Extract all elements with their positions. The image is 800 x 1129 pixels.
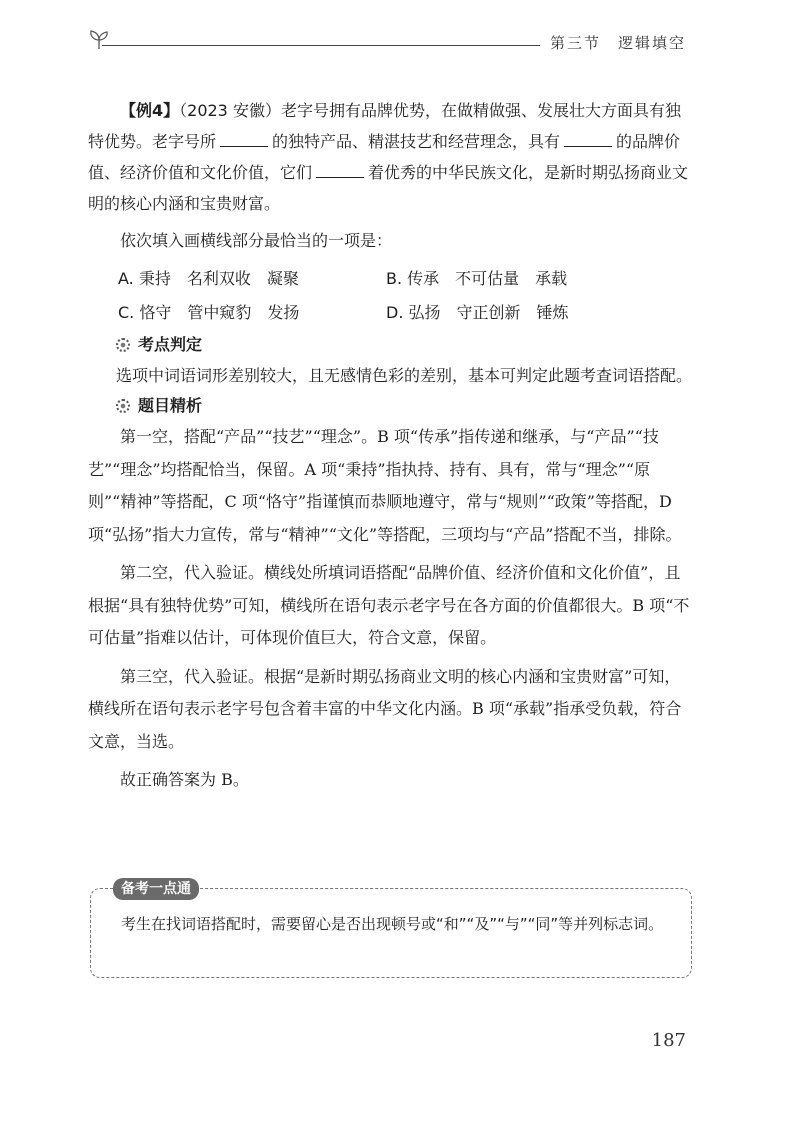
point-text: 选项中词语词形差别较大，且无感情色彩的差别，基本可判定此题考查词语搭配。: [116, 366, 693, 385]
point-bullet-icon: [116, 338, 130, 352]
tip-text: 考生在找词语搭配时，需要留心是否出现顿号或“和”“及”“与”“同”等并列标志词。: [121, 915, 664, 933]
analysis-body: [88, 421, 692, 797]
analysis-heading: [116, 391, 692, 421]
page-header: [88, 30, 692, 58]
options-row-1: [118, 262, 692, 296]
blank-2: [564, 132, 612, 147]
question-prompt: 依次填入画横线部分最恰当的一项是：: [120, 231, 393, 250]
example-text-1: 老字号拥有品牌优势，在做精做强、发展壮大方面具有独特优势。老字号所: [88, 101, 681, 151]
example-tag: 【例4】: [120, 101, 180, 120]
analysis-paragraph-1: 第一空，搭配“产品”“技艺”“理念”。B 项“传承”指传递和继承，与“产品”“技艺”“理念”均搭配恰当，保留。A 项“秉持”指执持、持有、具有，常与“理念”“原则”“精神”等搭配，C 项“恪守”指谨慎而恭顺地遵守，常与“规则”“政策”等搭配，D 项“弘扬”指大力宣传，常与“精神”“文化”等搭配，三项均与“产品”搭配不当，排除。: [88, 427, 682, 544]
blank-3: [316, 163, 364, 178]
chapter-title: 第三节 逻辑填空: [549, 34, 686, 52]
header-rule: [102, 45, 540, 46]
example-question: [88, 95, 692, 219]
blank-1: [220, 132, 268, 147]
page-content: [88, 95, 692, 797]
analysis-title: 题目精析: [138, 396, 203, 415]
options-row-2: [118, 296, 692, 330]
point-title: 考点判定: [138, 335, 203, 354]
answer-line: 故正确答案为 B。: [120, 770, 249, 789]
example-text-3: 的品牌价值、经济价值和文化价值，它们: [88, 132, 681, 182]
option-a: A. 秉持 名利双收 凝聚: [118, 269, 299, 288]
page-number: 187: [651, 1030, 686, 1051]
example-text-2: 的独特产品、精湛技艺和经营理念，具有: [272, 132, 561, 151]
point-heading: [116, 330, 692, 360]
option-d: D. 弘扬 守正创新 锤炼: [386, 303, 569, 322]
analysis-paragraph-3: 第三空，代入验证。根据“是新时期弘扬商业文明的核心内涵和宝贵财富”可知，横线所在语句表示老字号包含着丰富的中华文化内涵。B 项“承载”指承受负载，符合文意，当选。: [88, 666, 682, 751]
example-source: （2023 安徽）: [179, 101, 281, 120]
option-b: B. 传承 不可估量 承载: [386, 269, 568, 288]
options: [118, 262, 692, 330]
example-text-4: 着优秀的中华民族文化，是新时期弘扬商业文明的核心内涵和宝贵财富。: [88, 163, 689, 213]
analysis-bullet-icon: [116, 399, 130, 413]
tip-box: [90, 881, 692, 978]
tip-label: 备考一点通: [113, 878, 199, 900]
analysis-paragraph-2: 第二空，代入验证。横线处所填词语搭配“品牌价值、经济价值和文化价值”，且根据“具有独特优势”可知，横线所在语句表示老字号在各方面的价值都很大。B 项“不可估量”指难以估计，可体现价值巨大，符合文意，保留。: [88, 563, 690, 647]
option-c: C. 恪守 管中窥豹 发扬: [118, 303, 300, 322]
sprout-icon: [88, 30, 110, 50]
